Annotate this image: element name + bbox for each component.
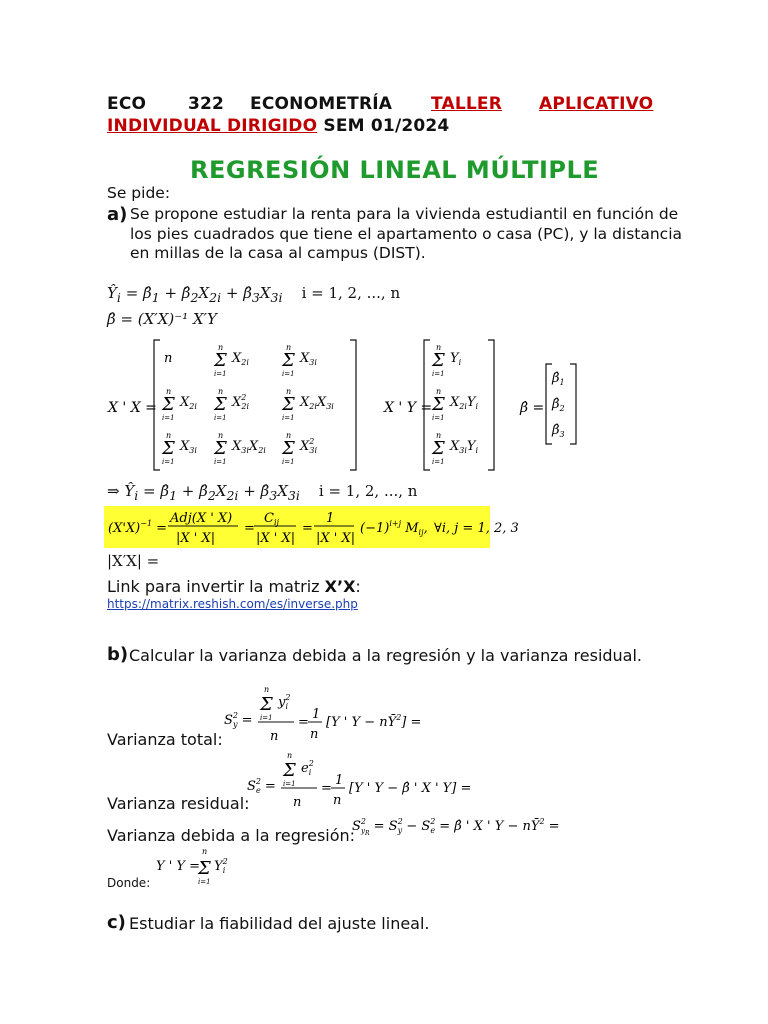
matrix-block (100, 336, 600, 476)
svg-text:=: = (298, 715, 309, 730)
residual-variance-formula (245, 750, 475, 812)
xtx-label: X ' X = (108, 400, 157, 416)
part-a-line-3: en millas de la casa al campus (DIST). (130, 244, 426, 262)
svg-text:i=1: i=1 (214, 458, 227, 466)
svg-text:i=1: i=1 (283, 780, 296, 788)
svg-text:n: n (218, 343, 224, 352)
svg-text:n: n (286, 431, 292, 440)
svg-text:X3iYi: $X_{3i}Y_i$ (450, 439, 479, 455)
beta-formula: β̂ = (X′X)⁻¹ X′Y (107, 310, 217, 328)
svg-text:Σ: Σ (198, 858, 211, 879)
course-number: 322 (188, 94, 225, 114)
svg-text:X3i: $X_{3i}$ (300, 351, 317, 367)
svg-text:X22i: $X^2$ 2i (232, 393, 250, 411)
svg-text:[Y ' Y − nȲ2] =: [Y ' $Y - nȲ^2$] = (326, 713, 422, 730)
svg-text:1: 1 (326, 511, 335, 526)
part-c-text: Estudiar la fiabilidad del ajuste lineal. (129, 914, 430, 933)
svg-text:Σ: Σ (432, 394, 445, 415)
matrix-name: X’X (324, 577, 356, 596)
svg-text:i=1: i=1 (282, 370, 295, 378)
donde-label: Donde: (107, 876, 151, 890)
model-equation: $Ŷ_i$ = $\betâ_1$ + $\betâ_2X_{2i}$ + $\betâ_3X_{3i}$ i = 1, 2, ..., n (107, 284, 401, 305)
svg-text:n: n (293, 795, 302, 810)
svg-text:X3i: $X_{3i}$ (180, 439, 197, 455)
xtx-right-bracket (350, 340, 356, 470)
course-subject: ECONOMETRÍA (250, 94, 393, 114)
svg-text:Σ: Σ (162, 438, 175, 459)
part-a-line-2: los pies cuadrados que tiene el apartamento o casa (PC), y la distancia (130, 224, 683, 243)
svg-text:i=1: i=1 (432, 414, 445, 422)
svg-text:X2iYi: $X_{2i}Y_i$ (450, 395, 479, 411)
course-code: ECO (107, 94, 147, 114)
svg-text:i=1: i=1 (432, 458, 445, 466)
workshop-mode: INDIVIDUAL DIRIGIDO (107, 116, 318, 136)
svg-text:S2y =: $S^2$ y = (224, 711, 253, 729)
model-range: i = 1, 2, ..., n (301, 284, 401, 302)
implication-equation: ⇒ $Ŷ_i$ = $\betâ_1$ + $\betâ_2X_{2i}$ + $\betâ_3X_{3i}$ i = 1, 2, ..., n (107, 482, 418, 503)
part-a-label: a) (107, 204, 128, 225)
svg-text:n: n (218, 431, 224, 440)
svg-text:e2i: $e^2$ i (301, 759, 314, 777)
svg-text:X2i: $X_{2i}$ (180, 395, 197, 411)
svg-text:(−1)i+j Mij,: $(-1)^{i+j}$ $M_{ij}$, (360, 519, 428, 537)
svg-text:n: n (270, 729, 279, 744)
svg-text:n: n (287, 751, 293, 760)
part-b-text: Calcular la varianza debida a la regresión y la varianza residual. (129, 646, 643, 665)
svg-text:n: n (436, 387, 442, 396)
svg-text:X2i: $X_{2i}$ (232, 351, 249, 367)
svg-text:X23i: $X^2$ 3i (300, 437, 318, 455)
svg-text:Σ: Σ (282, 394, 295, 415)
svg-text:Σ: Σ (214, 438, 227, 459)
svg-text:n: n (333, 793, 342, 808)
svg-text:X2iX3i: $X_{2i}X_{3i}$ (300, 395, 334, 411)
svg-text:β̂1: $\betâ_1$ (552, 371, 565, 387)
svg-text:i=1: i=1 (162, 458, 175, 466)
svg-text:Σ: Σ (214, 350, 227, 371)
svg-text:n: n (436, 343, 442, 352)
part-a-line-1: Se propone estudiar la renta para la vivienda estudiantil en función de (130, 205, 679, 223)
svg-text:Σ: Σ (260, 694, 273, 715)
svg-text:Yi: $Y_i$ (450, 351, 462, 367)
svg-text:n: n (310, 727, 319, 742)
svg-text:X3iX2i: $X_{3i}X_{2i}$ (232, 439, 266, 455)
total-variance-formula (222, 684, 442, 746)
workshop-type: APLICATIVO (539, 94, 654, 114)
svg-text:n: n (264, 685, 270, 694)
svg-text:Σ: Σ (432, 350, 445, 371)
yty-formula (154, 846, 254, 888)
svg-text:S2yR = S2y − S2e = β̂ ' X ' Y: $S^2$ yR = $S^2$ $y - S^2$ e = β̂ ' X ' $Y - nȲ^2$ = (352, 817, 560, 837)
svg-text:n: n (286, 343, 292, 352)
svg-text:S2e =: $S^2$ e = (247, 777, 276, 795)
svg-text:=: = (244, 521, 255, 536)
regression-variance-formula (350, 812, 570, 842)
header-line-2 (107, 116, 449, 136)
svg-text:Y2i: $Y^2$ i (214, 857, 228, 875)
svg-text:i=1: i=1 (260, 714, 273, 722)
workshop-label: TALLER (431, 94, 503, 114)
svg-text:1: 1 (335, 773, 344, 788)
svg-text:|X ' X|: |X ' X| (256, 531, 296, 546)
svg-text:i=1: i=1 (198, 878, 211, 886)
inverse-formula (104, 506, 519, 548)
svg-text:Cij: $C_{ij}$ (264, 511, 279, 527)
inverse-matrix-link[interactable]: https://matrix.reshish.com/es/inverse.php (107, 597, 358, 611)
part-b-label: b) (107, 644, 129, 665)
residual-variance-label: Varianza residual: (107, 794, 250, 813)
page-title: REGRESIÓN LINEAL MÚLTIPLE (190, 156, 600, 184)
svg-text:1: 1 (312, 707, 321, 722)
svg-text:|X ' X|: |X ' X| (316, 531, 356, 546)
svg-text:n: n (286, 387, 292, 396)
svg-text:Σ: Σ (282, 350, 295, 371)
svg-text:i=1: i=1 (282, 458, 295, 466)
svg-text:i=1: i=1 (282, 414, 295, 422)
xty-label: X ' Y = (384, 400, 433, 416)
svg-text:n: n (436, 431, 442, 440)
svg-text:n: n (202, 847, 208, 856)
inverse-range: ∀i, j = 1, 2, 3 (434, 521, 519, 536)
svg-text:Y ' Y =: Y ' Y = (156, 859, 201, 874)
svg-text:[Y ' Y − β̂ ' X ' Y] =: [Y ' Y − β̂ ' X ' Y] = (349, 781, 472, 796)
svg-text:Σ: Σ (283, 760, 296, 781)
part-c-label: c) (107, 912, 126, 933)
svg-text:(X'X)−1 =: $(X'X)^{-1}$ = (108, 519, 168, 536)
svg-text:Σ: Σ (214, 394, 227, 415)
svg-text:i=1: i=1 (432, 370, 445, 378)
svg-text:β̂2: $\betâ_2$ (552, 397, 565, 413)
svg-text:|X ' X|: |X ' X| (176, 531, 216, 546)
svg-text:i=1: i=1 (214, 414, 227, 422)
part-a-text (130, 205, 682, 264)
svg-text:i=1: i=1 (214, 370, 227, 378)
svg-text:y2i: $y^2$ i (278, 693, 291, 711)
svg-text:n: n (164, 351, 173, 366)
svg-text:i=1: i=1 (162, 414, 175, 422)
regression-variance-label: Varianza debida a la regresión: (107, 826, 356, 845)
svg-text:Σ: Σ (162, 394, 175, 415)
svg-text:Σ: Σ (282, 438, 295, 459)
determinant-line: |X′X| = (107, 552, 160, 570)
beta-vector-label: β̂ = (520, 400, 545, 416)
svg-text:Adj(X ' X): Adj(X ' X) (170, 511, 233, 526)
svg-text:β̂3: $\betâ_3$ (552, 423, 565, 439)
semester: SEM 01/2024 (323, 116, 450, 136)
svg-text:=: = (302, 521, 313, 536)
svg-text:Σ: Σ (432, 438, 445, 459)
svg-text:=: = (321, 781, 332, 796)
intro-text: Se pide: (107, 184, 171, 202)
total-variance-label: Varianza total: (107, 730, 223, 749)
link-label: Link para invertir la matriz X’X: (107, 577, 361, 596)
svg-text:n: n (166, 431, 172, 440)
svg-text:n: n (218, 387, 224, 396)
svg-text:n: n (166, 387, 172, 396)
